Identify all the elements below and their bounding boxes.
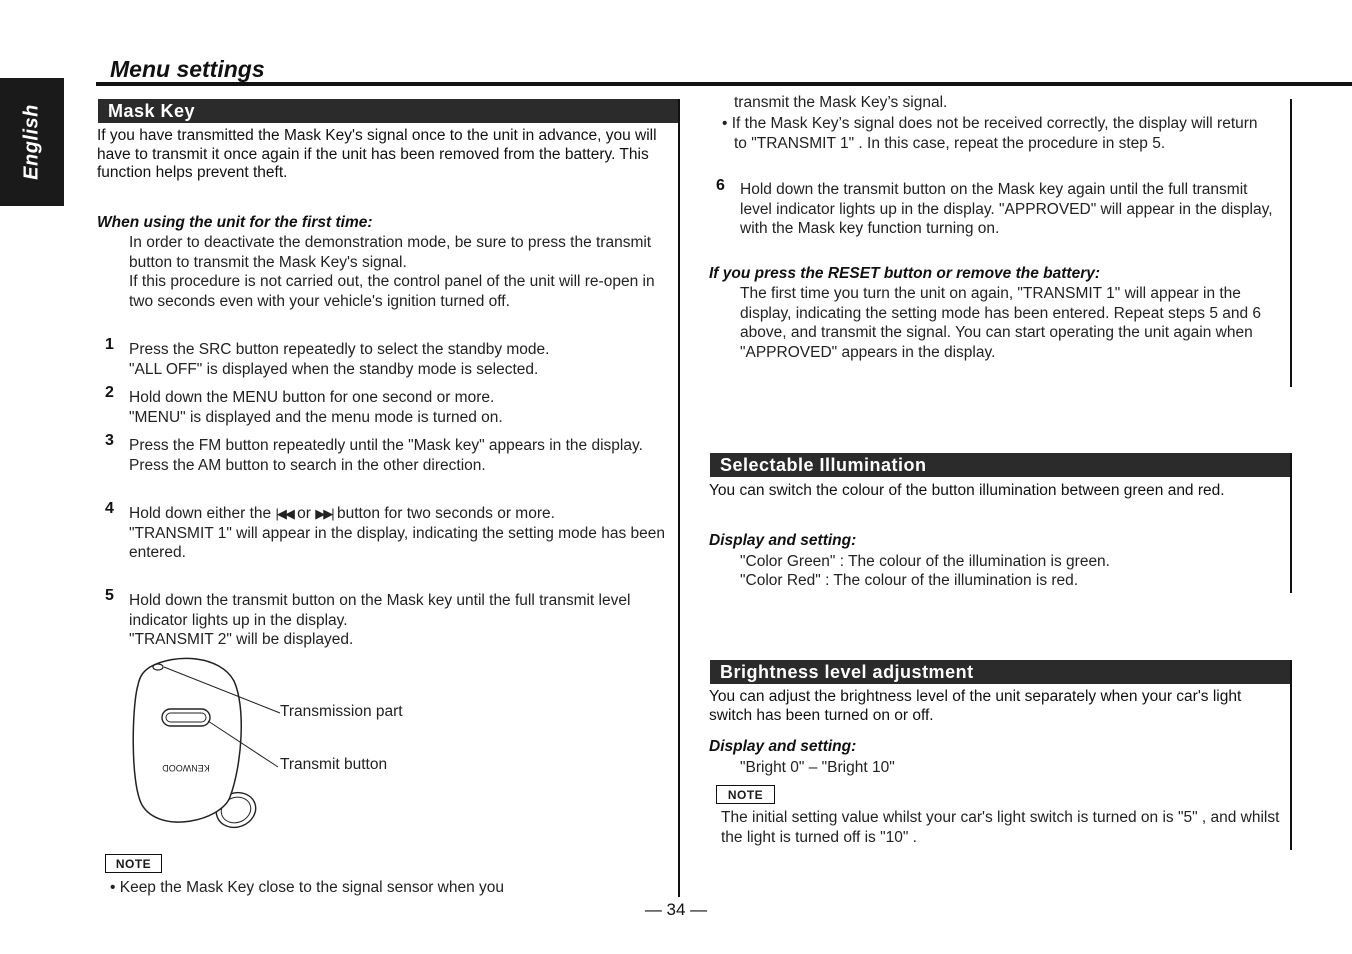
step-text xyxy=(129,436,669,475)
step-line xyxy=(129,504,669,524)
page-number: — 34 — xyxy=(644,900,708,919)
right-rule xyxy=(1290,453,1292,593)
step-number: 3 xyxy=(105,432,114,449)
first-time-heading: When using the unit for the first time: xyxy=(97,214,373,231)
right-rule xyxy=(1290,99,1292,387)
step-line: Press the FM button repeatedly until the "Mask key" appears in the display. xyxy=(129,437,643,454)
label-transmission-part: Transmission part xyxy=(280,703,403,720)
mask-key-heading: Mask Key xyxy=(98,99,679,123)
step-text xyxy=(129,388,669,427)
skip-back-icon: |◀◀ xyxy=(275,506,293,521)
step-number: 2 xyxy=(105,384,114,401)
reset-text: The first time you turn the unit on again, "TRANSMIT 1" will appear in the display, indicating the setting mode has been entered. Repeat steps 5 and 6 above, and transmit the signal. You can start operating the unit again when "APPROVED" appears in the display. xyxy=(740,285,1262,361)
step-line: "TRANSMIT 1" will appear in the display, indicating the setting mode has been entered. xyxy=(129,524,665,561)
step-line-part: button for two seconds or more. xyxy=(332,505,555,522)
brightness-line: "Bright 0" – "Bright 10" xyxy=(740,759,895,776)
illumination-intro: You can switch the colour of the button illumination between green and red. xyxy=(709,482,1225,499)
step-line: Hold down the transmit button on the Mask key until the full transmit level indicator lights up in the display. xyxy=(129,592,631,629)
brightness-sub-heading: Display and setting: xyxy=(709,738,857,755)
mask-key-intro: If you have transmitted the Mask Key's signal once to the unit in advance, you will have to transmit it once again if the unit has been removed from the battery. This function helps prevent theft. xyxy=(97,127,657,181)
step-text xyxy=(129,340,669,379)
note-continued: transmit the Mask Key’s signal. xyxy=(734,94,948,111)
note-text: • Keep the Mask Key close to the signal sensor when you xyxy=(110,879,505,896)
first-time-text-1: In order to deactivate the demonstration mode, be sure to press the transmit button to transmit the Mask Key's signal. xyxy=(129,234,652,271)
step-line: "MENU" is displayed and the menu mode is turned on. xyxy=(129,408,503,426)
mask-key-illustration xyxy=(120,655,440,835)
step-line: Press the SRC button repeatedly to select the standby mode. xyxy=(129,341,550,358)
step-number: 4 xyxy=(105,500,114,517)
illumination-line: "Color Red" : The colour of the illumination is red. xyxy=(740,572,1079,589)
brightness-intro: You can adjust the brightness level of the unit separately when your car's light switch has been turned on or off. xyxy=(709,688,1242,724)
label-transmit-button: Transmit button xyxy=(280,756,388,773)
step-text xyxy=(129,591,669,650)
illumination-line: "Color Green" : The colour of the illumination is green. xyxy=(740,553,1110,570)
step-number: 5 xyxy=(105,587,114,604)
step-line: "ALL OFF" is displayed when the standby mode is selected. xyxy=(129,360,539,378)
step-line-part: Hold down either the xyxy=(129,505,276,522)
right-rule xyxy=(1290,660,1292,850)
step-line-part: or xyxy=(292,505,316,522)
language-tab xyxy=(0,78,64,206)
step-line: Hold down the MENU button for one second or more. xyxy=(129,389,495,406)
note-label: NOTE xyxy=(716,785,775,804)
step-text: Hold down the transmit button on the Mask key again until the full transmit level indicator lights up in the display. "APPROVED" will appear in the display, with the Mask key function turning on. xyxy=(740,181,1273,237)
step-line: Press the AM button to search in the other direction. xyxy=(129,456,486,474)
note-label: NOTE xyxy=(105,854,162,873)
step-number: 6 xyxy=(716,177,725,194)
first-time-text-2: If this procedure is not carried out, the control panel of the unit will re-open in two seconds even with your vehicle's ignition turned off. xyxy=(129,273,655,310)
language-label: English xyxy=(20,104,43,180)
reset-heading: If you press the RESET button or remove the battery: xyxy=(709,265,1101,282)
page-title: Menu settings xyxy=(110,56,265,82)
brightness-heading: Brightness level adjustment xyxy=(710,660,1292,684)
column-divider xyxy=(678,99,680,897)
brand-logo: KENWOOD xyxy=(162,763,210,773)
illumination-sub-heading: Display and setting: xyxy=(709,532,857,549)
note-text: The initial setting value whilst your car's light switch is turned on is "5" , and whilst the light is turned off is "10" . xyxy=(721,809,1280,846)
illumination-heading: Selectable Illumination xyxy=(710,453,1292,477)
step-line: "TRANSMIT 2" will be displayed. xyxy=(129,631,354,648)
title-rule xyxy=(96,82,1352,86)
step-number: 1 xyxy=(105,336,114,353)
note-bullet: • If the Mask Key’s signal does not be received correctly, the display will return to "TRANSMIT 1" . In this case, repeat the procedure in step 5. xyxy=(722,115,1258,152)
skip-forward-icon: ▶▶| xyxy=(315,506,333,521)
step-text xyxy=(129,504,669,563)
